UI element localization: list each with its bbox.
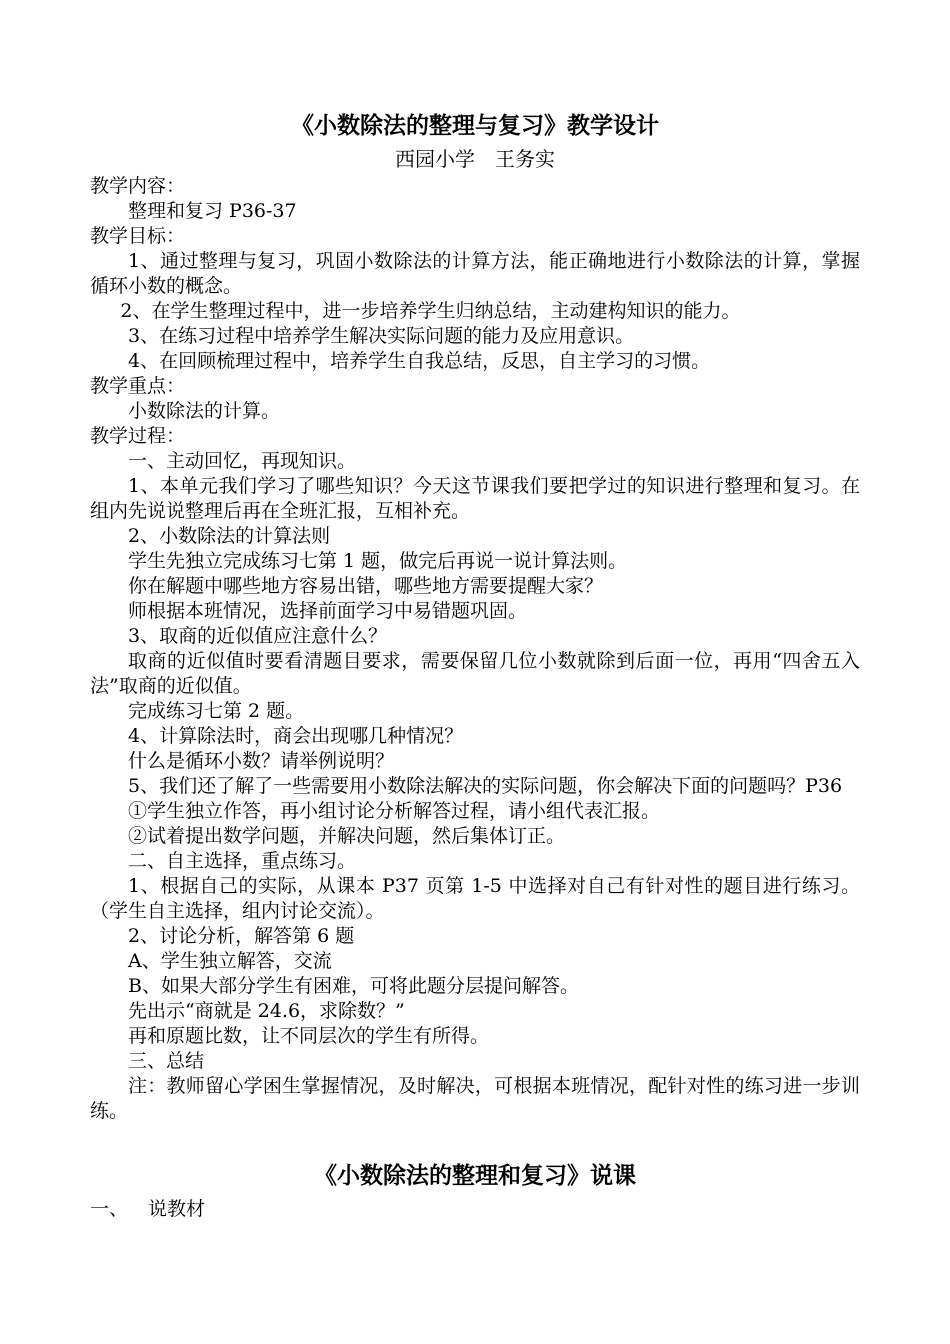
second-section bbox=[90, 1158, 860, 1224]
paragraph: 二、自主选择，重点练习。 bbox=[128, 850, 357, 872]
paragraph: 再和原题比数，让不同层次的学生有所得。 bbox=[128, 1025, 490, 1047]
paragraph: 取商的近似值时要看清题目要求，需要保留几位小数就除到后面一位，再用“四舍五入法”取商的近似值。 bbox=[90, 650, 860, 697]
section-number: 一、 bbox=[90, 1198, 129, 1220]
paragraph: A、学生独立解答，交流 bbox=[128, 950, 332, 972]
document-title: 《小数除法的整理与复习》教学设计 bbox=[291, 112, 659, 139]
document-author: 西园小学 王务实 bbox=[395, 147, 555, 171]
paragraph: 2、讨论分析，解答第 6 题 bbox=[128, 925, 355, 947]
section-text: 说教材 bbox=[148, 1198, 206, 1220]
paragraph: 5、我们还了解了一些需要用小数除法解决的实际问题，你会解决下面的问题吗？P36 bbox=[128, 775, 843, 797]
heading-teaching-goals: 教学目标： bbox=[90, 225, 186, 247]
paragraph: 4、在回顾梳理过程中，培养学生自我总结，反思，自主学习的习惯。 bbox=[128, 350, 711, 372]
heading-teaching-focus: 教学重点： bbox=[90, 375, 186, 397]
paragraph: 2、在学生整理过程中，进一步培养学生归纳总结，主动建构知识的能力。 bbox=[120, 300, 741, 322]
paragraph: 4、计算除法时，商会出现哪几种情况？ bbox=[128, 725, 464, 747]
paragraph: 师根据本班情况，选择前面学习中易错题巩固。 bbox=[128, 600, 528, 622]
paragraph: 3、在练习过程中培养学生解决实际问题的能力及应用意识。 bbox=[128, 325, 635, 347]
paragraph: 你在解题中哪些地方容易出错，哪些地方需要提醒大家？ bbox=[128, 575, 604, 597]
paragraph: 什么是循环小数？请举例说明？ bbox=[128, 750, 395, 772]
heading-teaching-process: 教学过程： bbox=[90, 425, 186, 447]
paragraph: ②试着提出数学问题，并解决问题，然后集体订正。 bbox=[128, 825, 566, 847]
paragraph: 2、小数除法的计算法则 bbox=[128, 525, 331, 547]
document-page bbox=[90, 108, 860, 1224]
paragraph: 小数除法的计算。 bbox=[128, 400, 281, 422]
paragraph: 一、主动回忆，再现知识。 bbox=[128, 450, 357, 472]
paragraph: 完成练习七第 2 题。 bbox=[128, 700, 305, 722]
paragraph: 注：教师留心学困生掌握情况，及时解决，可根据本班情况，配针对性的练习进一步训练。 bbox=[90, 1075, 860, 1122]
paragraph: 3、取商的近似值应注意什么？ bbox=[128, 625, 388, 647]
paragraph: 1、本单元我们学习了哪些知识？今天这节课我们要把学过的知识进行整理和复习。在组内先说说整理后再在全班汇报，互相补充。 bbox=[90, 475, 860, 522]
paragraph: 1、根据自己的实际，从课本 P37 页第 1-5 中选择对自己有针对性的题目进行练习。（学生自主选择，组内讨论交流）。 bbox=[90, 875, 860, 922]
paragraph: B、如果大部分学生有困难，可将此题分层提问解答。 bbox=[128, 975, 579, 997]
second-title: 《小数除法的整理和复习》说课 bbox=[314, 1162, 636, 1189]
paragraph: 整理和复习 P36-37 bbox=[128, 200, 297, 222]
paragraph: 学生先独立完成练习七第 1 题，做完后再说一说计算法则。 bbox=[128, 550, 628, 572]
paragraph: ①学生独立作答，再小组讨论分析解答过程，请小组代表汇报。 bbox=[128, 800, 661, 822]
paragraph: 先出示“商就是 24.6，求除数？” bbox=[128, 1000, 405, 1022]
heading-teaching-content: 教学内容： bbox=[90, 175, 186, 197]
paragraph: 1、通过整理与复习，巩固小数除法的计算方法，能正确地进行小数除法的计算，掌握循环小数的概念。 bbox=[90, 250, 860, 297]
section-heading bbox=[90, 1194, 860, 1224]
paragraph: 三、总结 bbox=[128, 1050, 205, 1072]
